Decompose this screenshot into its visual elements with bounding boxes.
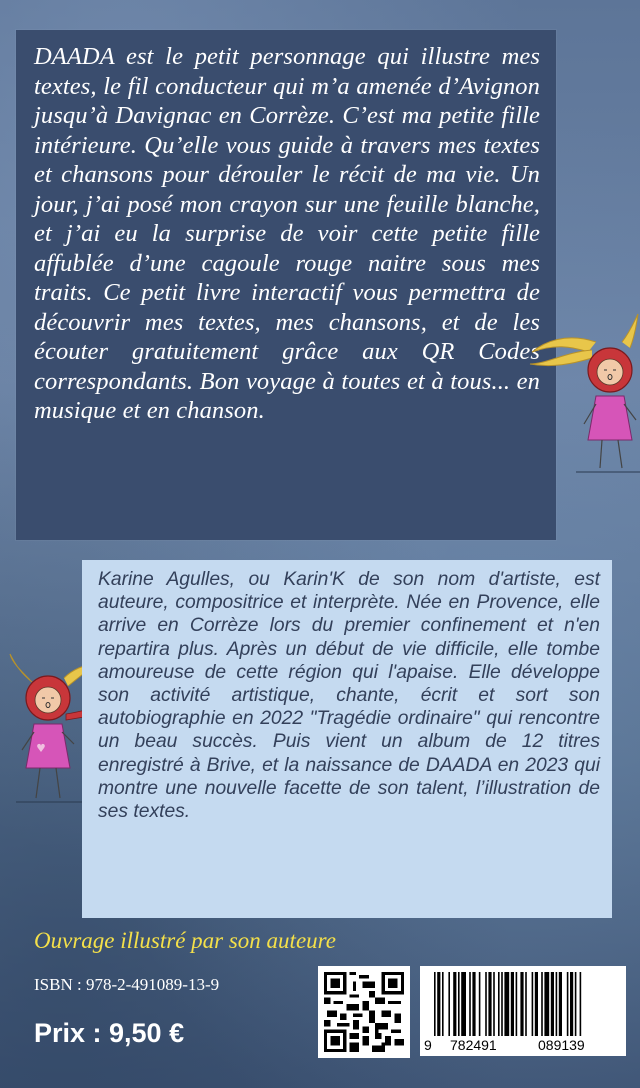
barcode-bar [541,972,543,1036]
barcode-bar [575,972,577,1036]
barcode-bar [479,972,481,1036]
barcode-bar [437,972,440,1036]
barcode-bar [472,972,475,1036]
barcode-bar [559,972,562,1036]
barcode-bar [525,972,527,1036]
barcode-bar [485,972,487,1036]
barcode-bar [493,972,495,1036]
barcode-bar [469,972,471,1036]
isbn-label: ISBN : 978-2-491089-13-9 [34,975,220,994]
barcode-bar [488,972,491,1036]
qr-code-icon [324,972,404,1052]
barcode-bar [520,972,523,1036]
barcode-bar [498,972,500,1036]
price-label: Prix : 9,50 € [34,1018,185,1048]
barcode-bar [501,972,503,1036]
illustrated-by-author-line: Ouvrage illustré par son auteure [34,928,336,953]
barcode-digits: 089139 [538,1037,585,1053]
ean-barcode-icon [420,966,626,1056]
barcode-bar [448,972,450,1036]
intro-paragraph: DAADA est le petit personnage qui illustre mes textes, le fil conducteur qui m’a amenée d’Avignon jusqu’à Davignac en Corrèze. C’est ma petite fille intérieure. Qu’elle vous guide à travers mes textes et chansons pour dérouler le récit de ma vie. Un jour, j’ai posé mon crayon sur une feuille blanche, et j’ai eu la surprise de voir cette petite fille affublée d’une cagoule rouge naitre sous mes traits. Ce petit livre interactif vous permettra de découvrir mes textes, mes chansons, et de les écouter gratuitement grâce aux QR Codes correspondants. Bon voyage à toutes et à tous... en musique et en chanson. [34,43,540,424]
barcode-bar [453,972,456,1036]
barcode-bar [544,972,549,1036]
ean-barcode [420,966,626,1056]
barcode-bar [516,972,518,1036]
qr-code [318,966,410,1058]
barcode-digits: 782491 [450,1037,497,1053]
barcode-bar [556,972,558,1036]
barcode-bar [532,972,534,1036]
author-bio-paragraph: Karine Agulles, ou Karin'K de son nom d'artiste, est auteure, compositrice et interprète. Née en Provence, elle arrive en Corrèze lors du premier confinement et n'en repartira plus. Après un début de vie difficile, elle tombe amoureuse de cette région qui l'apaise. Elle développe son activité artistique, chante, écrit et sort son autobiographie en 2022 "Tragédie ordinaire" qui rencontre un beau succès. Puis vient un album de 12 titres enregistré à Brive, et la naissance de DAADA en 2023 qui montre une nouvelle facette de son talent, l’illustration de ses textes. [98,569,600,823]
barcode-bar [434,972,436,1036]
barcode-bar [580,972,582,1036]
author-bio-box [82,560,612,918]
barcode-digits: 9 [424,1037,432,1053]
barcode-bar [461,972,466,1036]
barcode-bar [535,972,538,1036]
barcode-bar [570,972,573,1036]
barcode-bar [442,972,444,1036]
barcode-bar [551,972,554,1036]
barcode-bar [511,972,514,1036]
daada-girl-illustration-right [526,312,640,482]
intro-text-box [16,30,556,540]
barcode-bar [458,972,460,1036]
barcode-bar [504,972,509,1036]
barcode-bar [567,972,569,1036]
